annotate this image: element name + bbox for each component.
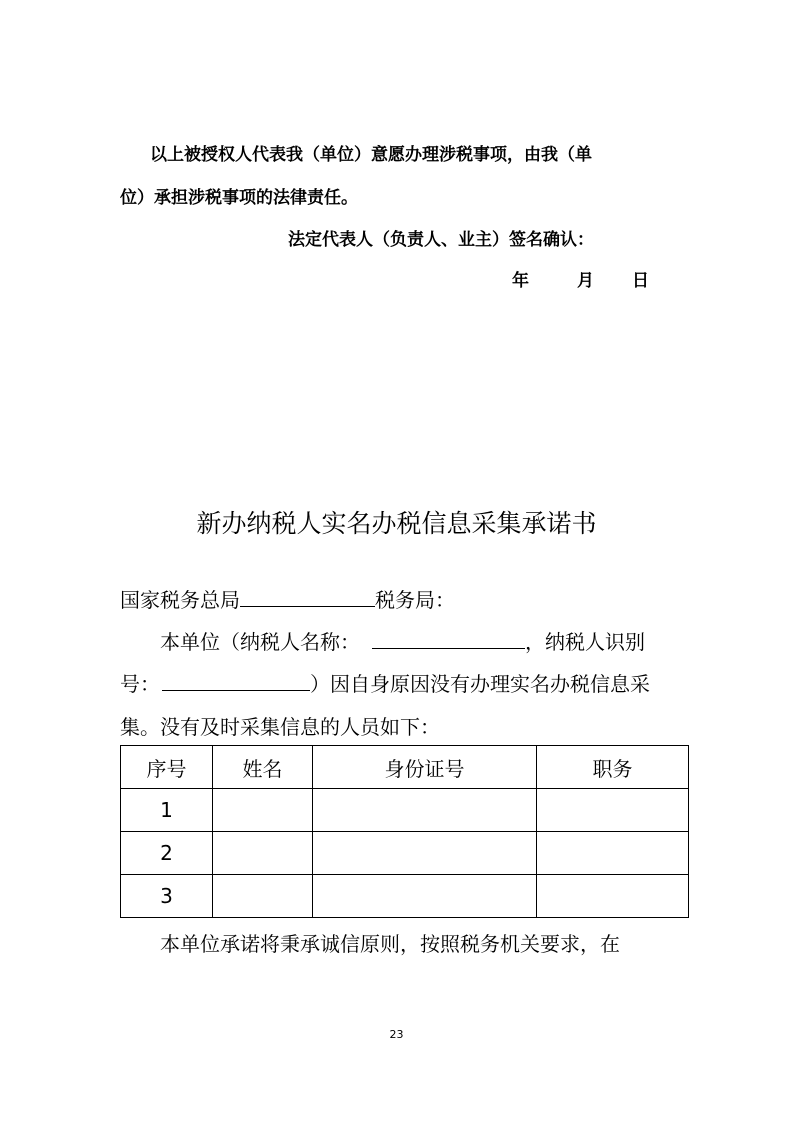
table-row [121, 832, 689, 875]
position-cell[interactable] [537, 789, 689, 832]
page-title: 新办纳税人实名办税信息采集承诺书 [196, 509, 597, 538]
body-line2-prefix: 本单位（纳税人名称： [160, 630, 360, 654]
row-seq: 2 [121, 832, 213, 875]
tax-bureau-blank[interactable] [240, 585, 375, 607]
id-number-cell[interactable] [313, 875, 537, 918]
date-year: 年 [512, 271, 529, 291]
position-cell[interactable] [537, 832, 689, 875]
date-line [512, 266, 649, 291]
body-line3-prefix: 号： [120, 672, 160, 696]
addressee-prefix: 国家税务总局 [120, 588, 240, 612]
date-month: 月 [577, 271, 594, 291]
body-line-3 [120, 668, 650, 697]
body-line3-suffix: ）因自身原因没有办理实名办税信息采 [310, 672, 650, 696]
header-seq: 序号 [121, 746, 213, 789]
closing-line: 本单位承诺将秉承诚信原则，按照税务机关要求，在 [160, 932, 620, 956]
name-cell[interactable] [213, 789, 313, 832]
authorization-paragraph-line1: 以上被授权人代表我（单位）意愿办理涉税事项，由我（单 [150, 145, 592, 165]
addressee-line [120, 584, 455, 613]
header-name: 姓名 [213, 746, 313, 789]
body-line2-suffix: ，纳税人识别 [525, 630, 645, 654]
personnel-table [120, 745, 689, 918]
date-day: 日 [632, 271, 649, 291]
id-number-cell[interactable] [313, 832, 537, 875]
body-line-2 [160, 626, 645, 655]
header-position: 职务 [537, 746, 689, 789]
authorization-paragraph-line2: 位）承担涉税事项的法律责任。 [120, 188, 358, 208]
signature-label: 法定代表人（负责人、业主）签名确认： [288, 230, 594, 250]
page-number: 23 [389, 1028, 404, 1041]
taxpayer-id-blank[interactable] [162, 669, 310, 691]
name-cell[interactable] [213, 832, 313, 875]
body-line-4: 集。没有及时采集信息的人员如下： [120, 715, 440, 739]
table-row [121, 789, 689, 832]
taxpayer-name-blank[interactable] [372, 627, 525, 649]
position-cell[interactable] [537, 875, 689, 918]
table-header-row [121, 746, 689, 789]
row-seq: 3 [121, 875, 213, 918]
addressee-suffix: 税务局： [375, 588, 455, 612]
name-cell[interactable] [213, 875, 313, 918]
table-row [121, 875, 689, 918]
id-number-cell[interactable] [313, 789, 537, 832]
header-id-number: 身份证号 [313, 746, 537, 789]
row-seq: 1 [121, 789, 213, 832]
